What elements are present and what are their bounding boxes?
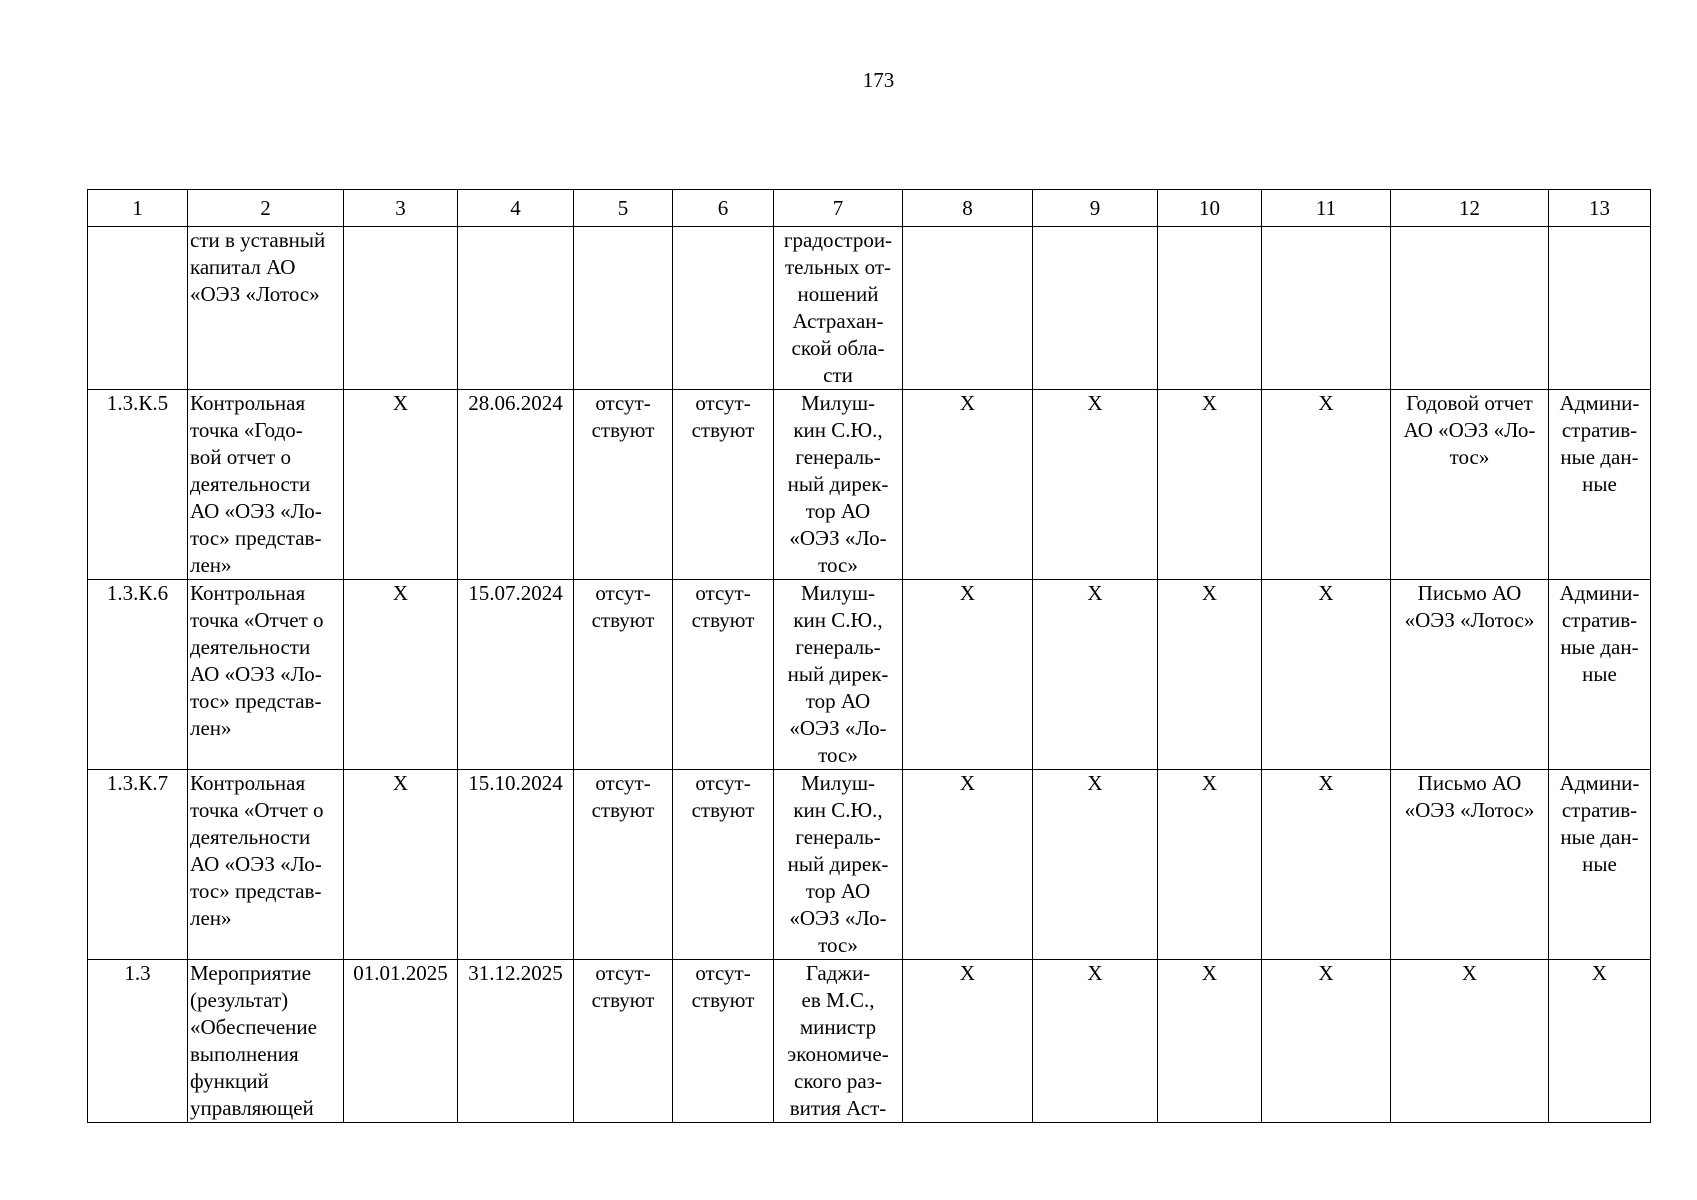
header-cell: 8 bbox=[903, 190, 1033, 227]
header-cell: 10 bbox=[1158, 190, 1262, 227]
responsible-cell: Милуш- кин С.Ю., генераль- ный дирек- тор АО «ОЭЗ «Ло- тос» bbox=[774, 580, 903, 770]
source-cell: Х bbox=[1549, 960, 1651, 1123]
header-cell: 4 bbox=[458, 190, 574, 227]
col8-cell: Х bbox=[903, 390, 1033, 580]
header-cell: 12 bbox=[1391, 190, 1549, 227]
name-cell: Контрольная точка «Отчет о деятельности АО «ОЭЗ «Ло- тос» представ- лен» bbox=[188, 770, 344, 960]
responsible-cell: градострои- тельных от- ношений Астрахан- ской обла- сти bbox=[774, 227, 903, 390]
col11-cell: Х bbox=[1262, 390, 1391, 580]
col9-cell: Х bbox=[1033, 580, 1158, 770]
end-date-cell: 15.10.2024 bbox=[458, 770, 574, 960]
col8-cell bbox=[903, 227, 1033, 390]
col5-cell: отсут- ствуют bbox=[574, 580, 673, 770]
responsible-cell: Милуш- кин С.Ю., генераль- ный дирек- тор АО «ОЭЗ «Ло- тос» bbox=[774, 390, 903, 580]
responsible-cell: Милуш- кин С.Ю., генераль- ный дирек- тор АО «ОЭЗ «Ло- тос» bbox=[774, 770, 903, 960]
col11-cell: Х bbox=[1262, 960, 1391, 1123]
header-cell: 9 bbox=[1033, 190, 1158, 227]
col9-cell bbox=[1033, 227, 1158, 390]
table-row bbox=[88, 580, 1651, 770]
col11-cell: Х bbox=[1262, 770, 1391, 960]
col9-cell: Х bbox=[1033, 770, 1158, 960]
col6-cell: отсут- ствуют bbox=[673, 390, 774, 580]
col8-cell: Х bbox=[903, 770, 1033, 960]
table-header-row bbox=[88, 190, 1651, 227]
source-cell bbox=[1549, 227, 1651, 390]
end-date-cell bbox=[458, 227, 574, 390]
name-cell: Мероприятие (результат) «Обеспечение выполнения функций управляющей bbox=[188, 960, 344, 1123]
col11-cell: Х bbox=[1262, 580, 1391, 770]
header-cell: 1 bbox=[88, 190, 188, 227]
col10-cell: Х bbox=[1158, 960, 1262, 1123]
header-cell: 11 bbox=[1262, 190, 1391, 227]
col5-cell bbox=[574, 227, 673, 390]
col6-cell: отсут- ствуют bbox=[673, 770, 774, 960]
header-cell: 2 bbox=[188, 190, 344, 227]
start-date-cell bbox=[344, 227, 458, 390]
row-id-cell: 1.3 bbox=[88, 960, 188, 1123]
col6-cell: отсут- ствуют bbox=[673, 580, 774, 770]
table-row bbox=[88, 960, 1651, 1123]
end-date-cell: 28.06.2024 bbox=[458, 390, 574, 580]
plan-table bbox=[87, 189, 1651, 1123]
page-number: 173 bbox=[862, 68, 895, 92]
source-cell: Админи- стратив- ные дан- ные bbox=[1549, 770, 1651, 960]
start-date-cell: Х bbox=[344, 770, 458, 960]
name-cell: Контрольная точка «Годо- вой отчет о деятельности АО «ОЭЗ «Ло- тос» представ- лен» bbox=[188, 390, 344, 580]
col6-cell bbox=[673, 227, 774, 390]
col5-cell: отсут- ствуют bbox=[574, 960, 673, 1123]
col11-cell bbox=[1262, 227, 1391, 390]
col9-cell: Х bbox=[1033, 390, 1158, 580]
col10-cell bbox=[1158, 227, 1262, 390]
table-row bbox=[88, 227, 1651, 390]
header-cell: 3 bbox=[344, 190, 458, 227]
row-id-cell: 1.3.К.7 bbox=[88, 770, 188, 960]
col9-cell: Х bbox=[1033, 960, 1158, 1123]
col5-cell: отсут- ствуют bbox=[574, 770, 673, 960]
header-cell: 13 bbox=[1549, 190, 1651, 227]
row-id-cell: 1.3.К.5 bbox=[88, 390, 188, 580]
row-id-cell bbox=[88, 227, 188, 390]
document-cell bbox=[1391, 227, 1549, 390]
table-row bbox=[88, 770, 1651, 960]
name-cell: Контрольная точка «Отчет о деятельности АО «ОЭЗ «Ло- тос» представ- лен» bbox=[188, 580, 344, 770]
row-id-cell: 1.3.К.6 bbox=[88, 580, 188, 770]
col10-cell: Х bbox=[1158, 770, 1262, 960]
col6-cell: отсут- ствуют bbox=[673, 960, 774, 1123]
start-date-cell: Х bbox=[344, 390, 458, 580]
col8-cell: Х bbox=[903, 580, 1033, 770]
col10-cell: Х bbox=[1158, 390, 1262, 580]
header-cell: 6 bbox=[673, 190, 774, 227]
document-cell: Письмо АО «ОЭЗ «Лотос» bbox=[1391, 580, 1549, 770]
end-date-cell: 15.07.2024 bbox=[458, 580, 574, 770]
document-cell: Х bbox=[1391, 960, 1549, 1123]
col5-cell: отсут- ствуют bbox=[574, 390, 673, 580]
table-row bbox=[88, 390, 1651, 580]
start-date-cell: 01.01.2025 bbox=[344, 960, 458, 1123]
responsible-cell: Гаджи- ев М.С., министр экономиче- ского раз- вития Аст- bbox=[774, 960, 903, 1123]
document-cell: Письмо АО «ОЭЗ «Лотос» bbox=[1391, 770, 1549, 960]
start-date-cell: Х bbox=[344, 580, 458, 770]
source-cell: Админи- стратив- ные дан- ные bbox=[1549, 390, 1651, 580]
header-cell: 7 bbox=[774, 190, 903, 227]
name-cell: сти в уставный капитал АО «ОЭЗ «Лотос» bbox=[188, 227, 344, 390]
header-cell: 5 bbox=[574, 190, 673, 227]
col8-cell: Х bbox=[903, 960, 1033, 1123]
col10-cell: Х bbox=[1158, 580, 1262, 770]
source-cell: Админи- стратив- ные дан- ные bbox=[1549, 580, 1651, 770]
end-date-cell: 31.12.2025 bbox=[458, 960, 574, 1123]
document-cell: Годовой отчет АО «ОЭЗ «Ло- тос» bbox=[1391, 390, 1549, 580]
